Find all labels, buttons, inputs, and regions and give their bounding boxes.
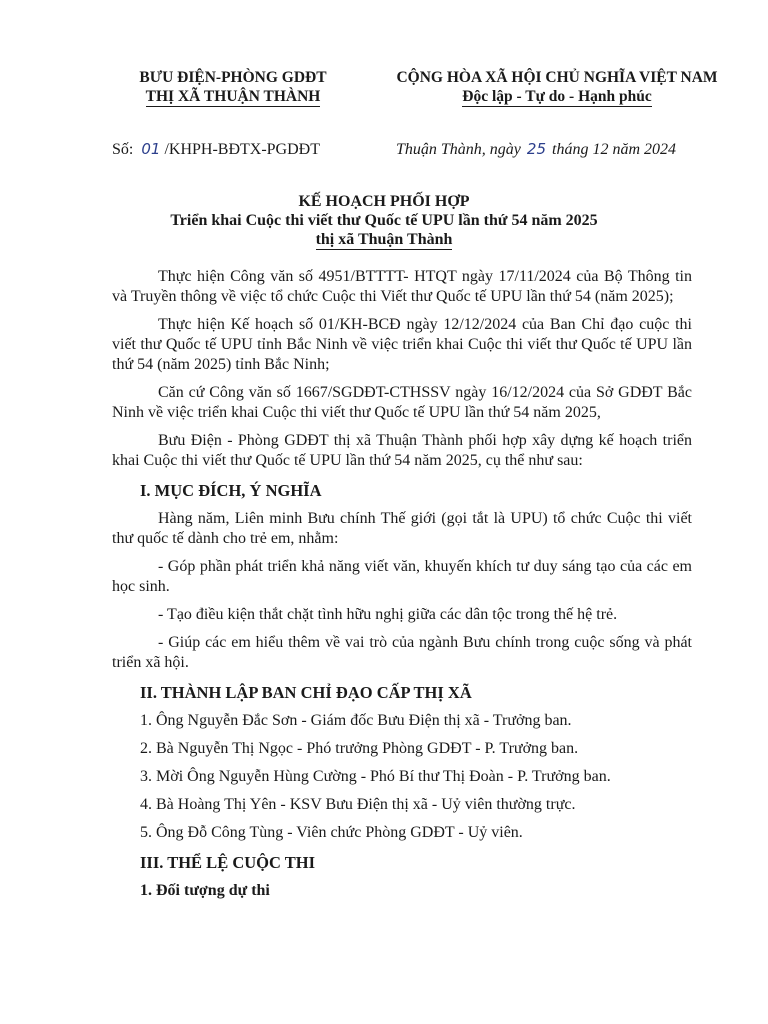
nation-line-1: CỘNG HÒA XÃ HỘI CHỦ NGHĨA VIỆT NAM <box>396 69 718 86</box>
title-line-1: KẾ HOẠCH PHỐI HỢP <box>298 193 470 210</box>
org-line-2: THỊ XÃ THUẬN THÀNH <box>145 88 321 105</box>
document-title <box>0 192 768 250</box>
section-1-paragraph: - Tạo điều kiện thắt chặt tình hữu nghị giữa các dân tộc trong thế hệ trẻ. <box>158 606 618 623</box>
section-1-paragraph: - Giúp các em hiểu thêm về vai trò của ngành Bưu chính trong cuộc sống và phát triển xã hội. <box>112 634 692 671</box>
document-body <box>112 267 692 901</box>
intro-paragraph: Thực hiện Kế hoạch số 01/KH-BCĐ ngày 12/12/2024 của Ban Chỉ đạo cuộc thi viết thư Quốc tế UPU tỉnh Bắc Ninh về việc triển khai Cuộc thi viết thư Quốc tế UPU lần thứ 54 (năm 2025) tỉnh Bắc Ninh; <box>112 316 692 373</box>
reference-line <box>0 140 768 162</box>
title-line-3: thị xã Thuận Thành <box>315 231 453 248</box>
section-3-subheading: 1. Đối tượng dự thi <box>140 882 270 899</box>
committee-member: 1. Ông Nguyễn Đắc Sơn - Giám đốc Bưu Điện thị xã - Trưởng ban. <box>140 712 572 729</box>
section-1-paragraph: - Góp phần phát triển khả năng viết văn, khuyến khích tư duy sáng tạo của các em học sinh. <box>112 558 692 595</box>
document-header <box>0 68 768 112</box>
committee-member: 5. Ông Đỗ Công Tùng - Viên chức Phòng GDĐT - Uỷ viên. <box>140 824 523 841</box>
issuing-organization <box>108 68 358 107</box>
document-date <box>396 140 676 159</box>
intro-paragraph: Thực hiện Công văn số 4951/BTTTT- HTQT ngày 17/11/2024 của Bộ Thông tin và Truyền thông về việc tổ chức Cuộc thi Viết thư Quốc tế UPU lần thứ 54 (năm 2025); <box>112 268 692 305</box>
national-motto <box>372 68 742 107</box>
date-suffix: tháng 12 năm 2024 <box>552 141 676 158</box>
section-1-heading: I. MỤC ĐÍCH, Ý NGHĨA <box>140 481 322 500</box>
title-line-2: Triển khai Cuộc thi viết thư Quốc tế UPU lần thứ 54 năm 2025 <box>170 212 598 229</box>
org-line-1: BƯU ĐIỆN-PHÒNG GDĐT <box>139 69 327 86</box>
committee-member: 4. Bà Hoàng Thị Yên - KSV Bưu Điện thị xã - Uỷ viên thường trực. <box>140 796 576 813</box>
intro-paragraph: Căn cứ Công văn số 1667/SGDĐT-CTHSSV ngày 16/12/2024 của Sở GDĐT Bắc Ninh về việc triển khai Cuộc thi viết thư Quốc tế UPU lần thứ 54 năm 2025, <box>112 384 692 421</box>
so-code: /KHPH-BĐTX-PGDĐT <box>164 141 320 158</box>
date-prefix: Thuận Thành, ngày <box>396 141 521 158</box>
committee-member: 3. Mời Ông Nguyễn Hùng Cường - Phó Bí thư Thị Đoàn - P. Trưởng ban. <box>140 768 611 785</box>
section-3-heading: III. THỂ LỆ CUỘC THI <box>140 853 315 872</box>
document-number <box>112 140 320 159</box>
section-1-paragraph: Hàng năm, Liên minh Bưu chính Thế giới (gọi tắt là UPU) tổ chức Cuộc thi viết thư quốc tế dành cho trẻ em, nhằm: <box>112 510 692 547</box>
intro-paragraph: Bưu Điện - Phòng GDĐT thị xã Thuận Thành phối hợp xây dựng kế hoạch triển khai Cuộc thi viết thư Quốc tế UPU lần thứ 54 năm 2025, cụ thể như sau: <box>112 432 692 469</box>
date-day-handwritten: 25 <box>526 140 546 158</box>
so-number-handwritten: 01 <box>141 140 161 158</box>
so-label: Số: <box>112 141 134 158</box>
nation-line-2: Độc lập - Tự do - Hạnh phúc <box>462 88 652 105</box>
section-2-heading: II. THÀNH LẬP BAN CHỈ ĐẠO CẤP THỊ XÃ <box>140 683 472 702</box>
committee-member: 2. Bà Nguyễn Thị Ngọc - Phó trưởng Phòng GDĐT - P. Trưởng ban. <box>140 740 579 757</box>
